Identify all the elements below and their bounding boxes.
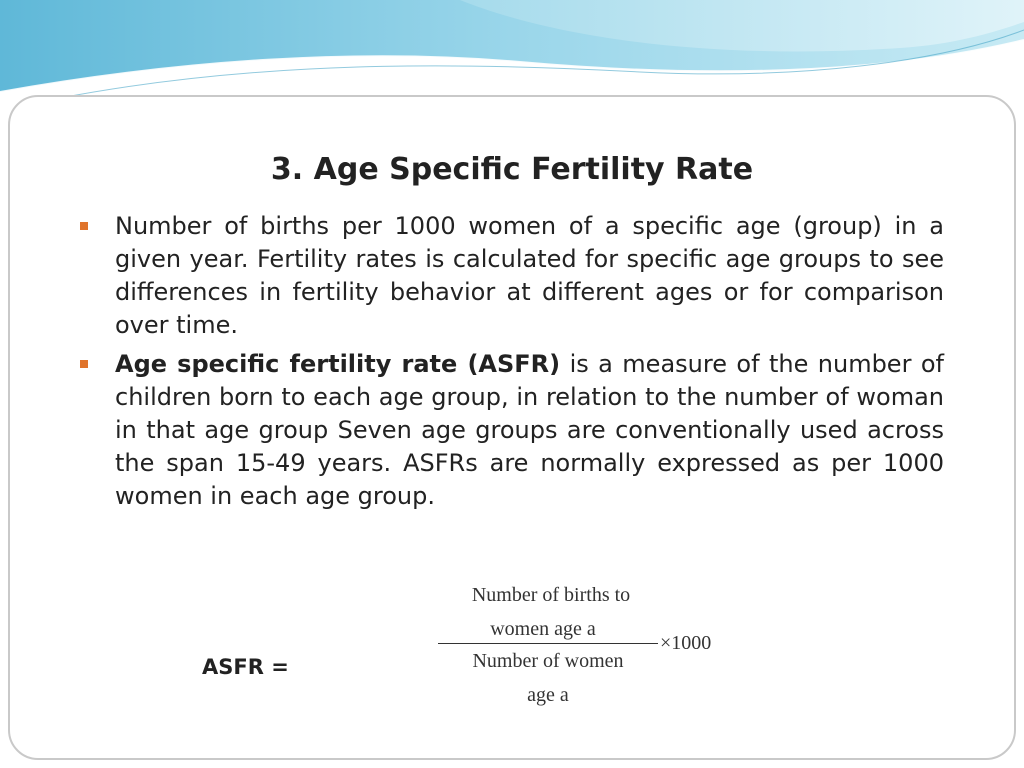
formula-denominator-line2: age a [527, 684, 569, 706]
formula-numerator-line1: Number of births to [471, 584, 631, 606]
bullet-list [80, 210, 944, 519]
fraction-bar [438, 643, 658, 644]
bullet-text: Number of births per 1000 women of a specific age (group) in a given year. Fertility rates is calculated for specific age groups to see differences in fertility behavior at different ages or for comparison over time. [115, 212, 944, 339]
formula-denominator-line1: Number of women [472, 650, 624, 672]
bullet-square-icon [80, 222, 88, 230]
formula-numerator-line2: women age a [490, 618, 596, 640]
bullet-bold-term: Age specific fertility rate (ASFR) [115, 350, 561, 378]
header-wave-decoration [0, 0, 1024, 100]
slide-title: 3. Age Specific Fertility Rate [270, 152, 754, 187]
asfr-formula [438, 580, 738, 720]
formula-label: ASFR = [202, 655, 289, 679]
bullet-text: is a measure of the number of children born to each age group, in relation to the number of woman in that age group Seven age groups are conventionally used across the span 15-49 years. ASFRs are normally expressed as per 1000 women in each age group. [115, 350, 944, 510]
bullet-square-icon [80, 360, 88, 368]
formula-multiplier: ×1000 [660, 632, 712, 654]
bullet-item-definition [80, 210, 944, 342]
bullet-item-asfr [80, 348, 944, 513]
